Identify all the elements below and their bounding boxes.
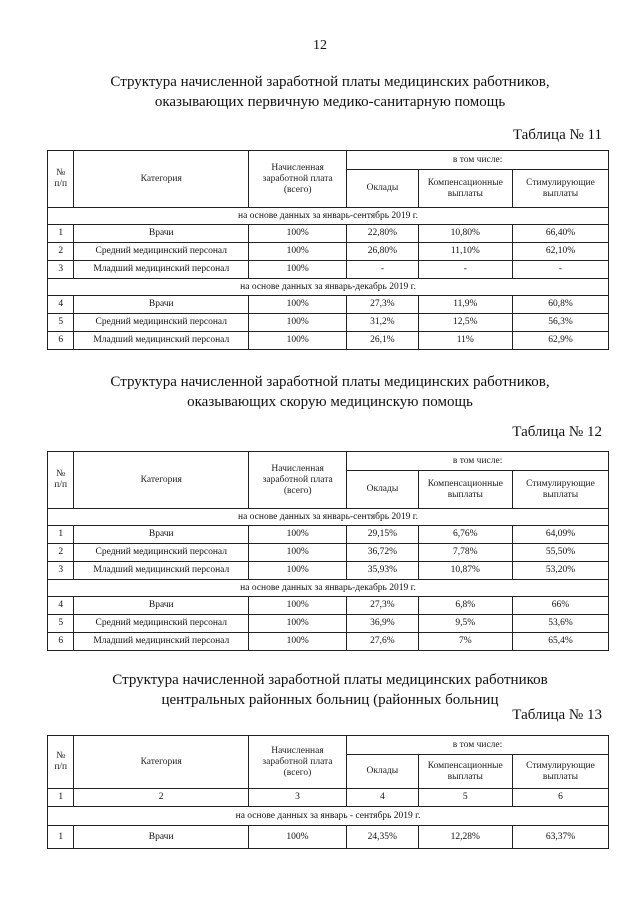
cell-salary: - (347, 261, 418, 279)
cell-category: Младший медицинский персонал (74, 261, 249, 279)
cell-total: 100% (249, 526, 347, 544)
cell-salary: 22,80% (347, 225, 418, 243)
cell-total: 100% (249, 261, 347, 279)
cell-total: 100% (248, 826, 346, 849)
cell-stim: 63,37% (512, 826, 608, 849)
table-row (48, 225, 609, 243)
cell-total: 100% (249, 597, 347, 615)
cell-num: 4 (48, 597, 74, 615)
col-comp-header: Компенсационные выплаты (418, 755, 512, 789)
table11-title-line1: Структура начисленной заработной платы медицинских работников, (110, 74, 550, 90)
cell-salary: 26,80% (347, 243, 418, 261)
cell-num: 3 (48, 562, 74, 580)
colnum-cell: 2 (74, 789, 248, 807)
table-row (48, 633, 609, 651)
cell-stim: 66% (512, 597, 608, 615)
table13-label: Таблица № 13 (512, 707, 602, 723)
table11-title-line2: оказывающих первичную медико-санитарную помощь (154, 94, 506, 110)
cell-salary: 29,15% (347, 526, 418, 544)
table12-title-line2: оказывающих скорую медицинскую помощь (187, 394, 473, 410)
cell-stim: 53,20% (512, 562, 608, 580)
cell-comp: 6,76% (418, 526, 512, 544)
table-row (48, 615, 609, 633)
cell-salary: 35,93% (347, 562, 418, 580)
cell-total: 100% (249, 615, 347, 633)
cell-total: 100% (249, 225, 347, 243)
cell-comp: 7% (418, 633, 512, 651)
page-number: 12 (313, 38, 327, 53)
cell-category: Врачи (74, 526, 249, 544)
cell-salary: 24,35% (347, 826, 418, 849)
cell-salary: 26,1% (347, 332, 418, 350)
cell-category: Средний медицинский персонал (74, 314, 249, 332)
cell-comp: - (418, 261, 512, 279)
cell-stim: 60,8% (512, 296, 608, 314)
col-num-header: № п/п (48, 452, 74, 509)
col-comp-header: Компенсационные выплаты (418, 170, 512, 208)
cell-total: 100% (249, 296, 347, 314)
table-row (48, 314, 609, 332)
cell-comp: 12,5% (418, 314, 512, 332)
col-salary-header: Оклады (347, 755, 418, 789)
cell-num: 5 (48, 314, 74, 332)
col-incl-header: в том числе: (347, 452, 609, 471)
table-row (48, 562, 609, 580)
cell-stim: 55,50% (512, 544, 608, 562)
cell-num: 5 (48, 615, 74, 633)
table-row (48, 296, 609, 314)
col-total-header: Начисленная заработной плата (всего) (249, 452, 347, 509)
cell-comp: 11,9% (418, 296, 512, 314)
section-caption: на основе данных за январь-декабрь 2019 г. (48, 580, 609, 597)
table-row (48, 544, 609, 562)
cell-total: 100% (249, 633, 347, 651)
cell-category: Младший медицинский персонал (74, 562, 249, 580)
cell-salary: 27,3% (347, 296, 418, 314)
col-category-header: Категория (74, 151, 249, 208)
table11-label: Таблица № 11 (512, 127, 602, 143)
cell-category: Врачи (74, 826, 248, 849)
table-12 (47, 451, 609, 651)
cell-salary: 27,6% (347, 633, 418, 651)
cell-stim: 53,6% (512, 615, 608, 633)
colnum-cell: 4 (347, 789, 418, 807)
cell-num: 1 (48, 526, 74, 544)
table13-title-line2: центральных районных больниц (районных больниц (161, 692, 499, 708)
cell-category: Средний медицинский персонал (74, 243, 249, 261)
cell-total: 100% (249, 314, 347, 332)
cell-comp: 10,87% (418, 562, 512, 580)
cell-comp: 11,10% (418, 243, 512, 261)
table-row (48, 826, 609, 849)
cell-comp: 12,28% (418, 826, 512, 849)
cell-comp: 9,5% (418, 615, 512, 633)
col-num-header: № п/п (48, 736, 74, 789)
col-stim-header: Стимулирующие выплаты (512, 755, 608, 789)
table13-title-line1: Структура начисленной заработной платы медицинских работников (112, 672, 548, 688)
colnum-row (48, 789, 609, 807)
col-salary-header: Оклады (347, 471, 418, 509)
table11-title (60, 72, 600, 112)
colnum-cell: 5 (418, 789, 512, 807)
cell-salary: 36,72% (347, 544, 418, 562)
cell-stim: - (512, 261, 608, 279)
colnum-cell: 3 (248, 789, 346, 807)
table-row (48, 597, 609, 615)
col-stim-header: Стимулирующие выплаты (512, 471, 608, 509)
table-row (48, 332, 609, 350)
cell-category: Младший медицинский персонал (74, 332, 249, 350)
cell-stim: 62,9% (512, 332, 608, 350)
table-row (48, 526, 609, 544)
col-total-header: Начисленная заработной плата (всего) (249, 151, 347, 208)
table-13 (47, 735, 609, 849)
table12-label: Таблица № 12 (512, 424, 602, 440)
col-incl-header: в том числе: (347, 736, 609, 755)
colnum-cell: 6 (512, 789, 608, 807)
cell-total: 100% (249, 562, 347, 580)
cell-category: Младший медицинский персонал (74, 633, 249, 651)
cell-category: Врачи (74, 225, 249, 243)
col-comp-header: Компенсационные выплаты (418, 471, 512, 509)
cell-category: Средний медицинский персонал (74, 615, 249, 633)
col-incl-header: в том числе: (347, 151, 609, 170)
cell-num: 6 (48, 633, 74, 651)
cell-comp: 10,80% (418, 225, 512, 243)
table13-title (60, 670, 600, 710)
cell-salary: 31,2% (347, 314, 418, 332)
cell-num: 2 (48, 243, 74, 261)
cell-comp: 11% (418, 332, 512, 350)
cell-salary: 36,9% (347, 615, 418, 633)
cell-total: 100% (249, 243, 347, 261)
cell-num: 6 (48, 332, 74, 350)
cell-comp: 7,78% (418, 544, 512, 562)
cell-num: 3 (48, 261, 74, 279)
section-caption: на основе данных за январь - сентябрь 2019 г. (48, 807, 609, 826)
colnum-cell: 1 (48, 789, 74, 807)
section-caption: на основе данных за январь-декабрь 2019 г. (48, 279, 609, 296)
cell-stim: 62,10% (512, 243, 608, 261)
cell-salary: 27,3% (347, 597, 418, 615)
col-category-header: Категория (74, 736, 248, 789)
cell-comp: 6,8% (418, 597, 512, 615)
cell-category: Врачи (74, 597, 249, 615)
cell-stim: 66,40% (512, 225, 608, 243)
table-row (48, 261, 609, 279)
col-category-header: Категория (74, 452, 249, 509)
table12-title (60, 372, 600, 412)
table-11 (47, 150, 609, 350)
table-row (48, 243, 609, 261)
table12-title-line1: Структура начисленной заработной платы медицинских работников, (110, 374, 550, 390)
cell-num: 4 (48, 296, 74, 314)
col-total-header: Начисленная заработной плата (всего) (248, 736, 346, 789)
section-caption: на основе данных за январь-сентябрь 2019 г. (48, 509, 609, 526)
cell-stim: 64,09% (512, 526, 608, 544)
cell-total: 100% (249, 544, 347, 562)
col-stim-header: Стимулирующие выплаты (512, 170, 608, 208)
cell-category: Врачи (74, 296, 249, 314)
cell-num: 2 (48, 544, 74, 562)
cell-total: 100% (249, 332, 347, 350)
section-caption: на основе данных за январь-сентябрь 2019 г. (48, 208, 609, 225)
cell-stim: 65,4% (512, 633, 608, 651)
cell-num: 1 (48, 826, 74, 849)
cell-num: 1 (48, 225, 74, 243)
col-salary-header: Оклады (347, 170, 418, 208)
col-num-header: № п/п (48, 151, 74, 208)
cell-category: Средний медицинский персонал (74, 544, 249, 562)
cell-stim: 56,3% (512, 314, 608, 332)
